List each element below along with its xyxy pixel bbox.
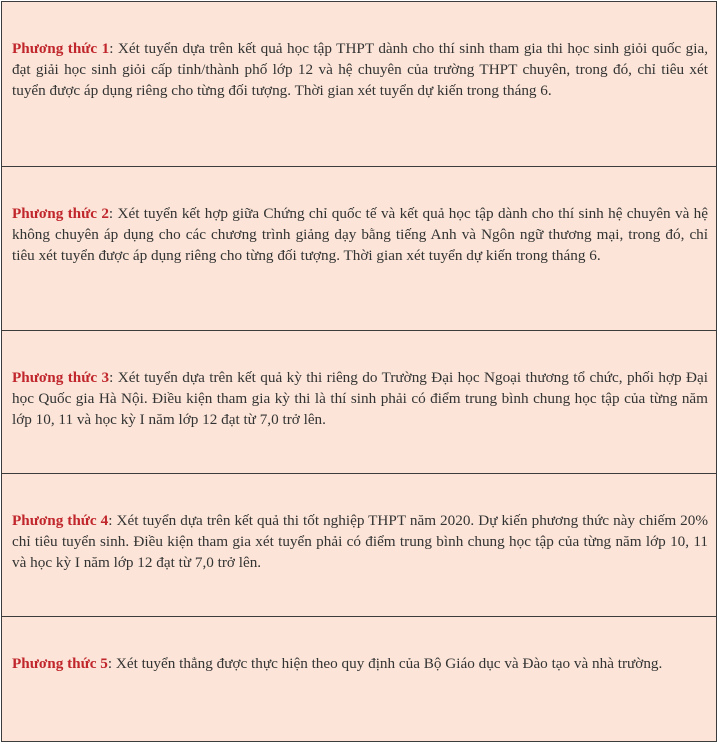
method-2-text: : Xét tuyển kết hợp giữa Chứng chỉ quốc tế và kết quả học tập dành cho thí sinh hệ chuyên và hệ không chuyên áp dụng cho các chương trình giảng dạy bằng tiếng Anh và Ngôn ngữ thương mại, trong đó, chỉ tiêu xét tuyển được áp dụng riêng cho từng đối tượng. Thời gian xét tuyển dự kiến trong tháng 6. [12, 205, 708, 264]
method-3-text: : Xét tuyển dựa trên kết quả kỳ thi riêng do Trường Đại học Ngoại thương tổ chức, phối hợp Đại học Quốc gia Hà Nội. Điều kiện tham gia kỳ thi là thí sinh phải có điểm trung bình chung học tập của từng năm lớp 10, 11 và học kỳ I năm lớp 12 đạt từ 7,0 trở lên. [12, 369, 708, 428]
method-3-label: Phương thức 3 [12, 369, 110, 386]
method-2-label: Phương thức 2 [12, 205, 109, 222]
method-row-3 [2, 331, 716, 474]
method-5-label: Phương thức 5 [12, 655, 108, 672]
method-row-1 [2, 2, 716, 167]
method-4-text: : Xét tuyển dựa trên kết quả thi tốt nghiệp THPT năm 2020. Dự kiến phương thức này chiếm 20% chỉ tiêu tuyển sinh. Điều kiện tham gia xét tuyển phải có điểm trung bình chung học tập của từng năm lớp 10, 11 và học kỳ I năm lớp 12 đạt từ 7,0 trở lên. [12, 512, 708, 571]
method-row-2 [2, 167, 716, 331]
method-1-text: : Xét tuyển dựa trên kết quả học tập THPT dành cho thí sinh tham gia thi học sinh giỏi quốc gia, đạt giải học sinh giỏi cấp tỉnh/thành phố lớp 12 và hệ chuyên của trường THPT chuyên, trong đó, chỉ tiêu xét tuyển được áp dụng riêng cho từng đối tượng. Thời gian xét tuyển dự kiến trong tháng 6. [12, 40, 708, 99]
method-row-5 [2, 617, 716, 741]
method-4-label: Phương thức 4 [12, 512, 109, 529]
method-3-paragraph [12, 367, 708, 430]
method-5-paragraph [12, 653, 708, 674]
admission-methods-table [1, 1, 717, 742]
method-row-4 [2, 474, 716, 617]
method-1-label: Phương thức 1 [12, 40, 110, 57]
method-4-paragraph [12, 510, 708, 573]
method-1-paragraph [12, 38, 708, 101]
method-5-text: : Xét tuyển thẳng được thực hiện theo quy định của Bộ Giáo dục và Đào tạo và nhà trường. [107, 655, 663, 672]
method-2-paragraph [12, 203, 708, 266]
